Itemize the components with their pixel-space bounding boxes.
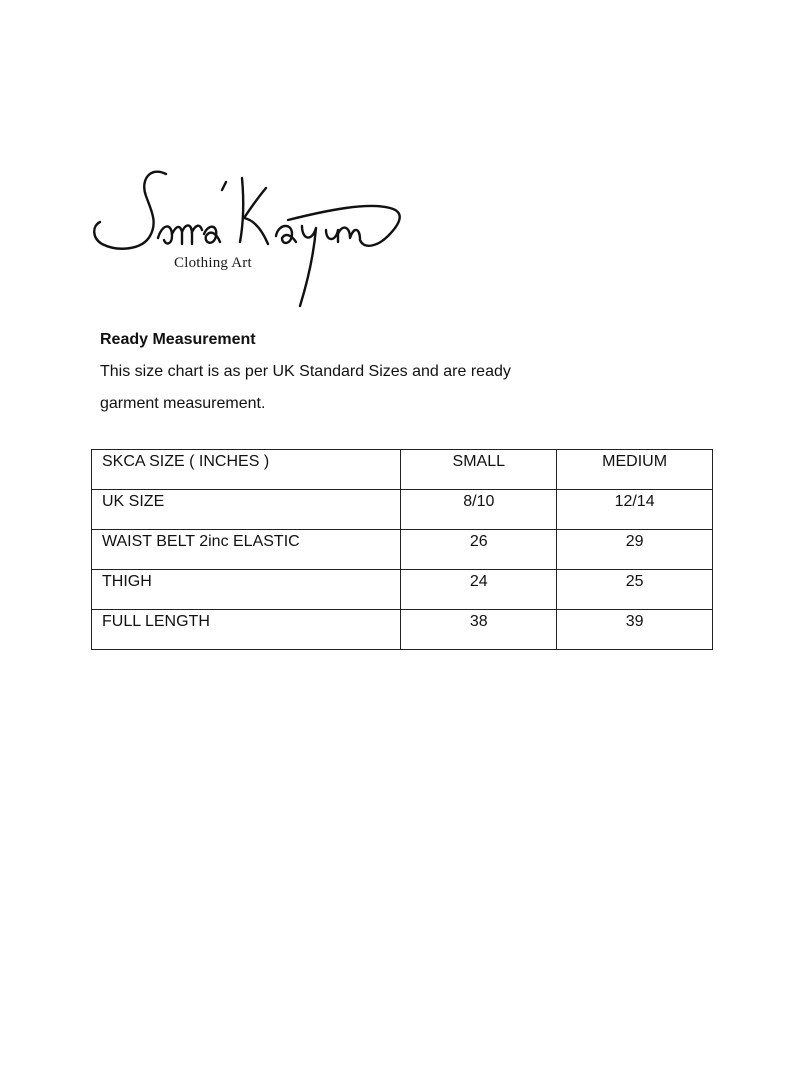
table-cell: THIGH bbox=[92, 570, 401, 610]
table-cell: 8/10 bbox=[401, 490, 557, 530]
table-cell: UK SIZE bbox=[92, 490, 401, 530]
table-row bbox=[92, 490, 713, 530]
table-cell: 29 bbox=[557, 530, 713, 570]
table-header-row bbox=[92, 450, 713, 490]
section-heading: Ready Measurement bbox=[100, 331, 256, 348]
table-cell: 39 bbox=[557, 610, 713, 650]
table-row bbox=[92, 530, 713, 570]
size-chart-table bbox=[91, 449, 713, 650]
intro-line-2: garment measurement. bbox=[100, 395, 266, 412]
table-cell: 24 bbox=[401, 570, 557, 610]
table-header-cell: MEDIUM bbox=[557, 450, 713, 490]
table-cell: 12/14 bbox=[557, 490, 713, 530]
table-cell: 25 bbox=[557, 570, 713, 610]
table-header-cell: SKCA SIZE ( INCHES ) bbox=[92, 450, 401, 490]
table-header-cell: SMALL bbox=[401, 450, 557, 490]
table-cell: 26 bbox=[401, 530, 557, 570]
table-cell: WAIST BELT 2inc ELASTIC bbox=[92, 530, 401, 570]
table-cell: FULL LENGTH bbox=[92, 610, 401, 650]
brand-logo bbox=[88, 160, 418, 315]
brand-subtitle: Clothing Art bbox=[174, 255, 252, 271]
signature-logo-graphic bbox=[88, 160, 418, 315]
table-cell: 38 bbox=[401, 610, 557, 650]
intro-text bbox=[100, 356, 580, 420]
table-row bbox=[92, 610, 713, 650]
intro-line-1: This size chart is as per UK Standard Sizes and are ready bbox=[100, 363, 511, 380]
table-row bbox=[92, 570, 713, 610]
